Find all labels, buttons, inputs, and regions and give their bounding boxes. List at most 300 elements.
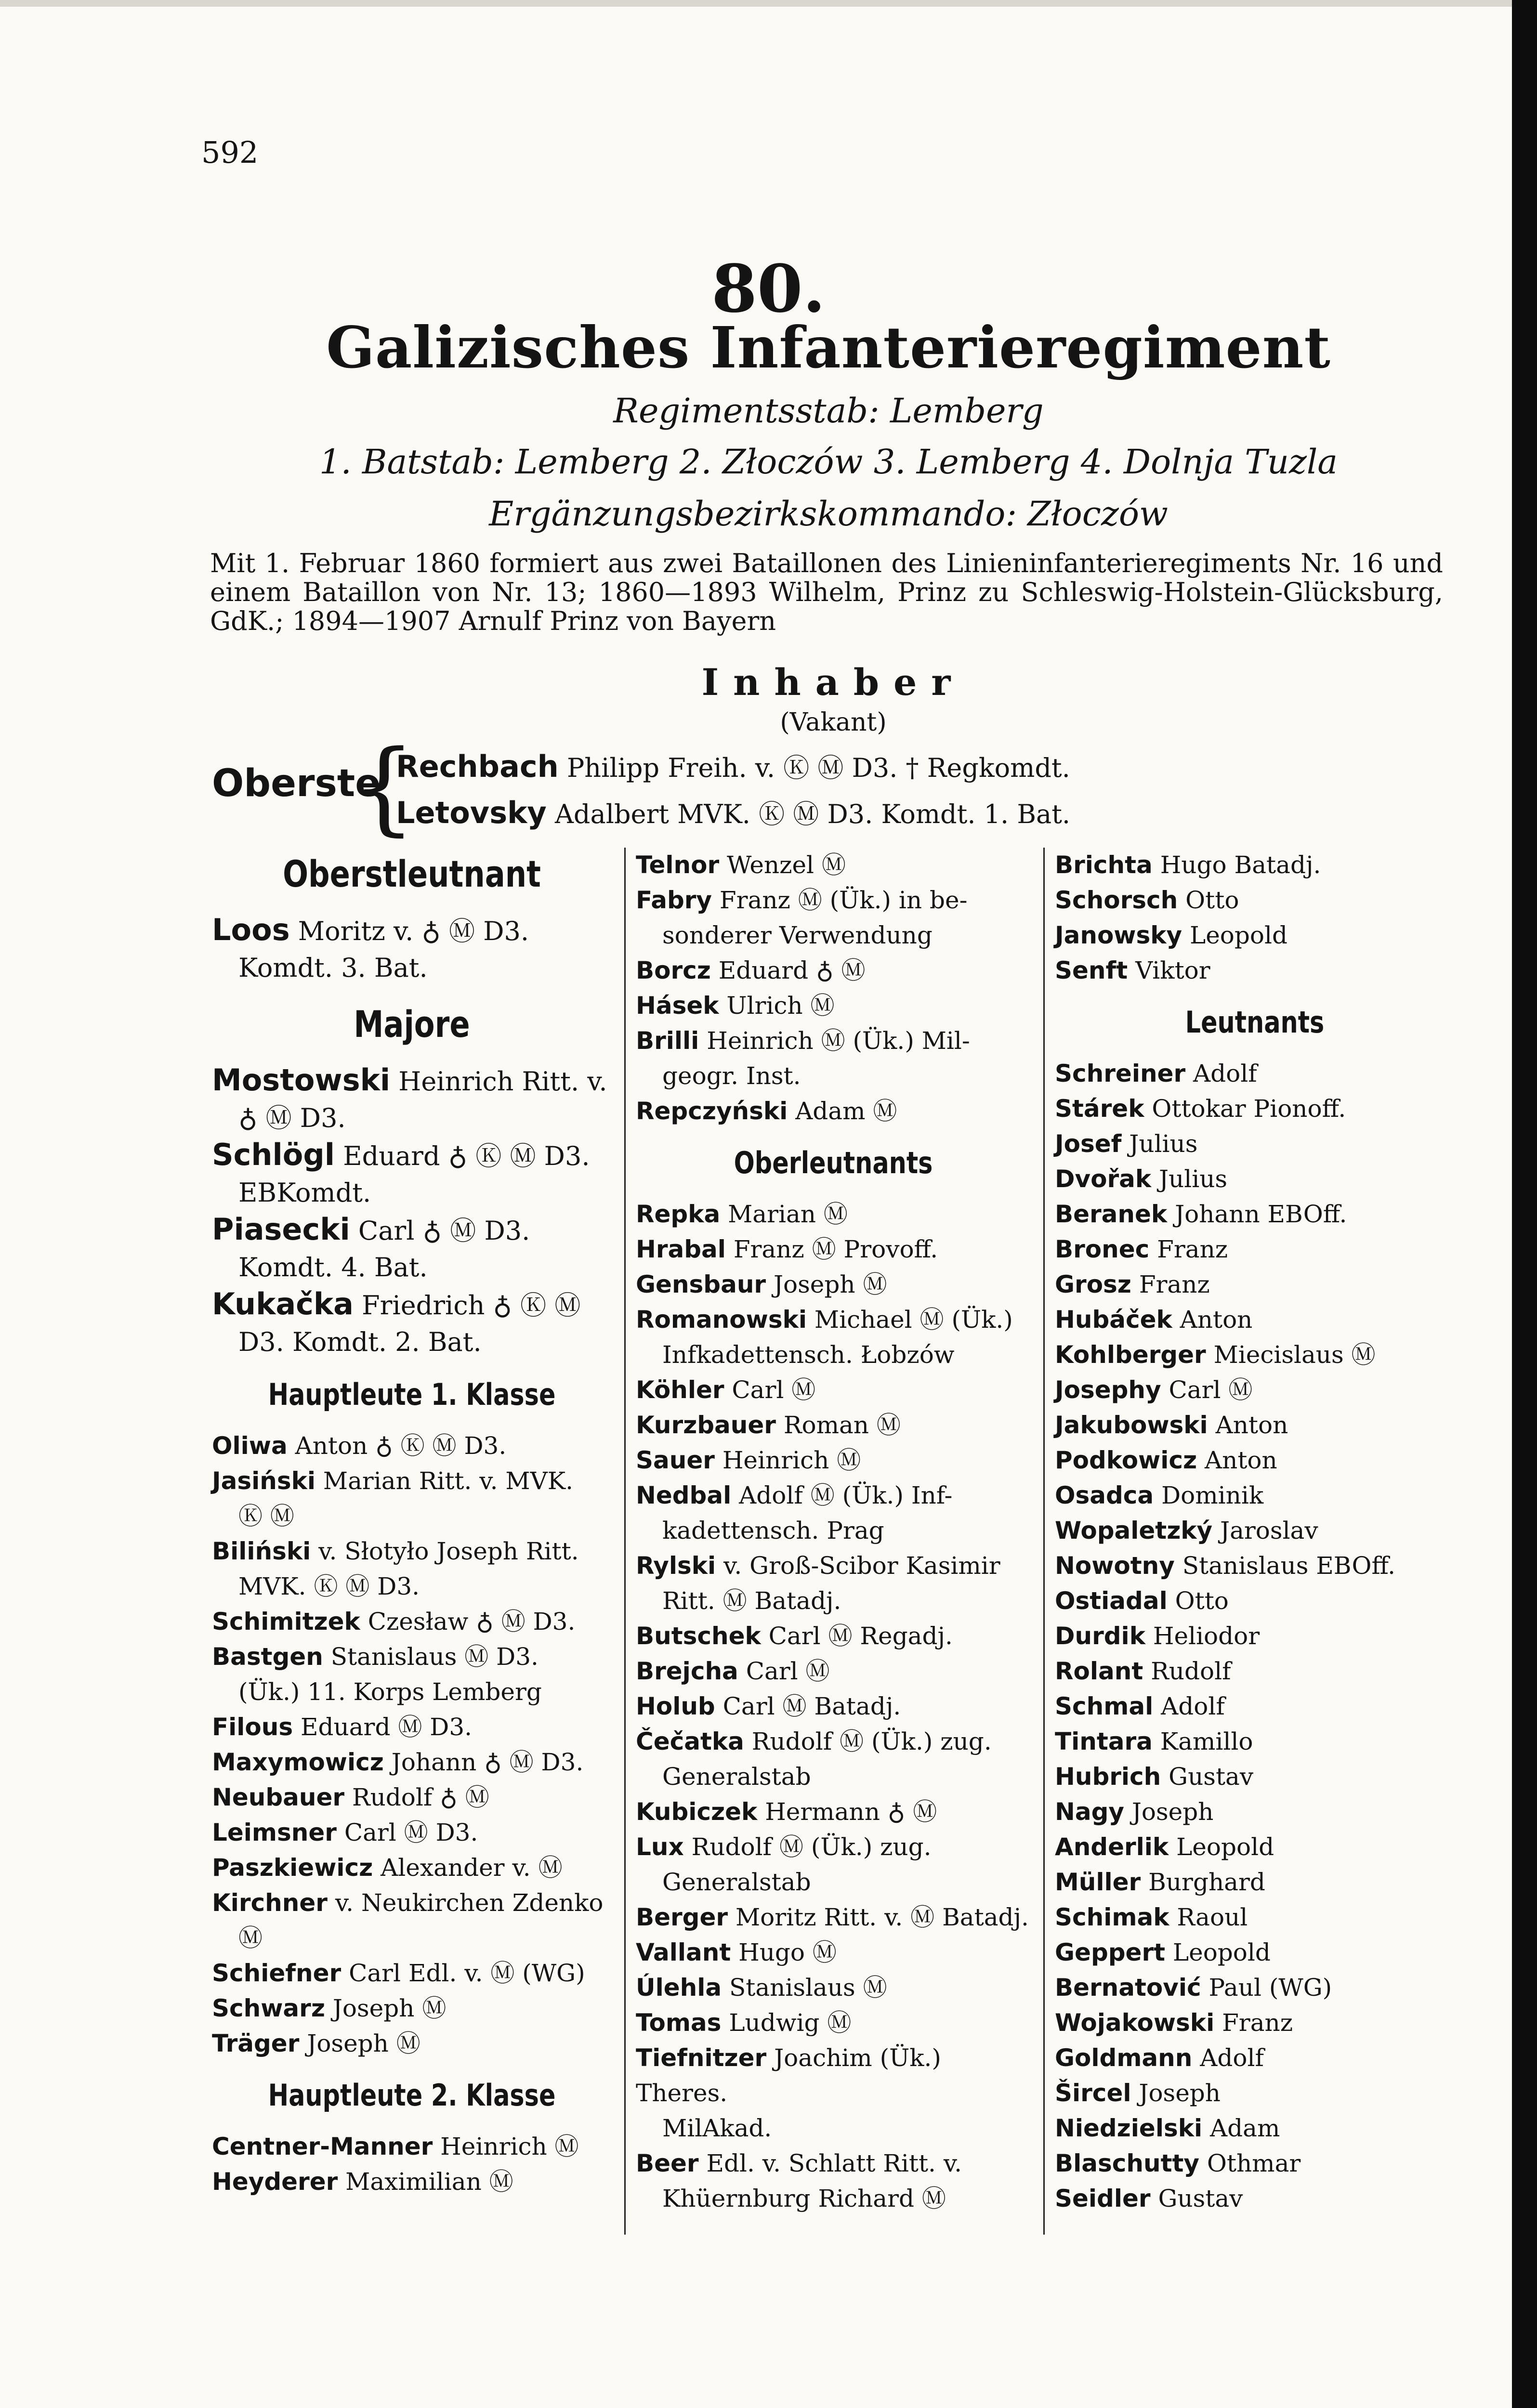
- officer-name: Josephy: [1055, 1376, 1161, 1404]
- officer-details-continued: Ⓜ: [238, 1924, 263, 1952]
- history-paragraph: Mit 1. Februar 1860 formiert aus zwei Bataillonen des Linieninfanterieregiments Nr. 16 und einem Bataillon von Nr. 13; 1860—1893 Wilhelm, Prinz zu Schleswig-Holstein-Glücksburg, GdK.; 1894—1907 Arnulf Prinz von Bayern: [210, 548, 1443, 636]
- officer-entry: [212, 1639, 612, 1710]
- officer-details: Joseph: [1131, 2079, 1221, 2107]
- officer-details: Adam: [1202, 2114, 1280, 2142]
- officer-details: Othmar: [1199, 2149, 1301, 2177]
- officer-entry: [212, 1885, 612, 1956]
- officer-entry: [1055, 1619, 1455, 1654]
- officer-name: Leimsner: [212, 1819, 337, 1846]
- officer-details: Ludwig Ⓜ: [721, 2009, 852, 2037]
- officer-name: Ostiadal: [1055, 1587, 1168, 1615]
- officer-entry: [636, 1724, 1031, 1794]
- officer-details: Julius: [1121, 1130, 1198, 1158]
- officer-entry: [636, 1094, 1031, 1129]
- officer-entry: [1055, 1513, 1455, 1548]
- officer-entry: [636, 1408, 1031, 1443]
- officer-entry: [1055, 953, 1455, 988]
- brace-glyph: {: [352, 728, 416, 846]
- officer-entry: [1055, 2111, 1455, 2146]
- oberst-name: Letovsky: [396, 795, 547, 830]
- officer-name: Dvořak: [1055, 1165, 1152, 1193]
- officer-name: Brilli: [636, 1027, 699, 1055]
- officer-details: Heliodor: [1145, 1622, 1260, 1650]
- officer-details: Heinrich Ⓜ: [714, 1446, 861, 1474]
- officer-details: Marian Ⓜ: [720, 1200, 848, 1228]
- officer-name: Janowsky: [1055, 921, 1182, 949]
- officer-details: Ulrich Ⓜ: [719, 992, 835, 1020]
- officer-name: Hubáček: [1055, 1306, 1172, 1334]
- officer-details: Rudolf Ⓜ (Ük.) zug.: [683, 1833, 932, 1861]
- officer-details: Eduard ♁ Ⓜ: [710, 956, 866, 984]
- officer-details-continued: Ritt. Ⓜ Batadj.: [662, 1587, 841, 1615]
- regiment-number: 80.: [711, 250, 826, 327]
- officer-entry: [1055, 1584, 1455, 1619]
- column-divider: [624, 848, 626, 2235]
- officer-name: Biliński: [212, 1537, 311, 1565]
- officer-entry: [1055, 1197, 1455, 1232]
- officer-entry: [1055, 2146, 1455, 2181]
- officer-details: Hermann ♁ Ⓜ: [757, 1798, 937, 1826]
- officer-name: Rolant: [1055, 1657, 1143, 1685]
- officer-details-continued: Komdt. 3. Bat.: [238, 953, 428, 983]
- officer-entry: [1055, 1724, 1455, 1759]
- officer-entry: [1055, 1126, 1455, 1162]
- officer-details: Eduard Ⓜ D3.: [293, 1713, 473, 1741]
- officer-details: Friedrich ♁ Ⓚ Ⓜ: [354, 1290, 581, 1321]
- officer-details: Eduard ♁ Ⓚ Ⓜ D3.: [335, 1141, 590, 1171]
- officer-entry: [636, 1794, 1031, 1830]
- officer-name: Filous: [212, 1713, 293, 1741]
- officer-name: Nagy: [1055, 1798, 1124, 1826]
- officer-name: Brichta: [1055, 851, 1153, 879]
- officer-entry: [636, 2146, 1031, 2216]
- officer-name: Grosz: [1055, 1270, 1131, 1298]
- officer-entry: [636, 1302, 1031, 1373]
- officer-name: Goldmann: [1055, 2044, 1193, 2072]
- officer-details: Otto: [1167, 1587, 1229, 1615]
- officer-details: Gustav: [1161, 1763, 1254, 1791]
- officer-entry: [212, 1780, 612, 1815]
- officer-name: Schiefner: [212, 1959, 342, 1987]
- officer-details: Alexander v. Ⓜ: [373, 1854, 563, 1882]
- officer-entry: [1055, 1267, 1455, 1302]
- page-number: 592: [201, 135, 259, 170]
- officer-entry: [1055, 2181, 1455, 2216]
- hauptleute2-list: [212, 2129, 612, 2199]
- officer-entry: [636, 1232, 1031, 1267]
- officer-details: Carl Edl. v. Ⓜ (WG): [341, 1959, 585, 1987]
- officer-entry: [1055, 1337, 1455, 1373]
- officer-entry: [1055, 2041, 1455, 2076]
- officer-name: Seidler: [1055, 2185, 1151, 2212]
- officer-details: v. Neukirchen Zdenko: [327, 1889, 604, 1917]
- officer-details: Stanislaus Ⓜ D3.: [323, 1643, 539, 1671]
- column-divider: [1043, 848, 1045, 2235]
- officer-entry: [212, 2129, 612, 2164]
- officer-name: Vallant: [636, 1938, 731, 1966]
- column-3: [1055, 848, 1455, 2216]
- officer-entry: [636, 2005, 1031, 2041]
- officer-name: Bernatović: [1055, 1974, 1201, 2002]
- officer-details: Viktor: [1128, 956, 1210, 984]
- officer-entry: [636, 988, 1031, 1023]
- majore-list: [212, 1062, 612, 1361]
- officer-details-continued: kadettensch. Prag: [662, 1517, 884, 1544]
- officer-name: Schmal: [1055, 1692, 1154, 1720]
- officer-name: Anderlik: [1055, 1833, 1169, 1861]
- column-2: [636, 848, 1031, 2216]
- officer-entry: [212, 1850, 612, 1885]
- officer-details-continued: (Ük.) 11. Korps Lemberg: [238, 1678, 542, 1706]
- officer-details: Franz: [1149, 1235, 1228, 1263]
- officer-entry: [212, 2164, 612, 2199]
- officer-details: Joseph Ⓜ: [766, 1270, 887, 1298]
- officer-details: Franz: [1131, 1270, 1210, 1298]
- officer-details: Moritz Ritt. v. Ⓜ Batadj.: [728, 1903, 1029, 1931]
- officer-entry: [212, 1991, 612, 2026]
- officer-entry: [1055, 1302, 1455, 1337]
- officer-name: Niedzielski: [1055, 2114, 1203, 2142]
- regimentsstab-line: Regimentsstab: Lemberg: [613, 391, 1044, 431]
- officer-details: Carl Ⓜ Regadj.: [761, 1622, 953, 1650]
- ergaenzung-line: Ergänzungsbezirkskommando: Złoczów: [489, 494, 1168, 534]
- officer-details: Jaroslav: [1212, 1517, 1318, 1544]
- officer-name: Beranek: [1055, 1200, 1168, 1228]
- officer-entry: [212, 1137, 612, 1211]
- officer-details: Carl Ⓜ: [1161, 1376, 1253, 1404]
- officer-name: Mostowski: [212, 1062, 391, 1098]
- officer-details: Franz: [1214, 2009, 1293, 2037]
- officer-details: Michael Ⓜ (Ük.): [806, 1306, 1013, 1334]
- officer-entry: [636, 953, 1031, 988]
- officer-name: Stárek: [1055, 1095, 1144, 1123]
- officer-entry: [1055, 1162, 1455, 1197]
- officer-name: Osadca: [1055, 1481, 1154, 1509]
- officer-name: Repka: [636, 1200, 721, 1228]
- officer-entry: [1055, 1865, 1455, 1900]
- officer-name: Hubrich: [1055, 1763, 1161, 1791]
- officer-name: Holub: [636, 1692, 715, 1720]
- officer-entry: [1055, 1689, 1455, 1724]
- officer-entry: [1055, 1900, 1455, 1935]
- officer-details-continued: Komdt. 4. Bat.: [238, 1252, 428, 1283]
- oberst-entry: [396, 747, 1070, 785]
- officer-name: Piasecki: [212, 1212, 350, 1247]
- officer-entry: [212, 1815, 612, 1850]
- officer-entry: [636, 1443, 1031, 1478]
- officer-entry: [212, 1745, 612, 1780]
- officer-details-continued: Generalstab: [662, 1763, 811, 1791]
- officer-entry: [212, 1428, 612, 1464]
- officer-name: Oliwa: [212, 1432, 288, 1460]
- officer-details: Anton: [1208, 1411, 1288, 1439]
- officer-name: Kukačka: [212, 1286, 354, 1322]
- officer-entry: [212, 1211, 612, 1286]
- officer-entry: [212, 912, 612, 986]
- officer-name: Bronec: [1055, 1235, 1150, 1263]
- leutnants-heading: Leutnants: [1185, 1005, 1325, 1040]
- officer-name: Centner-Manner: [212, 2133, 433, 2160]
- officer-entry: [636, 1197, 1031, 1232]
- officer-entry: [636, 1619, 1031, 1654]
- officer-name: Wopaletzký: [1055, 1517, 1213, 1544]
- officer-entry: [212, 1464, 612, 1534]
- officer-name: Beer: [636, 2149, 699, 2177]
- officer-details: Roman Ⓜ: [775, 1411, 901, 1439]
- officer-entry: [1055, 1056, 1455, 1091]
- officer-entry: [1055, 2076, 1455, 2111]
- officer-details: Otto: [1178, 886, 1239, 914]
- officer-details: Hugo Batadj.: [1152, 851, 1321, 879]
- oberst-details: Philipp Freih. v. Ⓚ Ⓜ D3. † Regkomdt.: [566, 753, 1070, 783]
- officer-name: Schwarz: [212, 1994, 325, 2022]
- batstab-line: 1. Batstab: Lemberg 2. Złoczów 3. Lemberg 4. Dolnja Tuzla: [319, 442, 1338, 482]
- officer-entry: [636, 1654, 1031, 1689]
- officer-entry: [212, 2026, 612, 2061]
- officer-name: Kohlberger: [1055, 1341, 1206, 1369]
- officer-name: Schimak: [1055, 1903, 1169, 1931]
- officer-name: Podkowicz: [1055, 1446, 1197, 1474]
- officer-details: Adolf: [1192, 2044, 1264, 2072]
- officer-details: Miecislaus Ⓜ: [1206, 1341, 1376, 1369]
- officer-entry: [636, 1548, 1031, 1619]
- officer-details-continued: Ⓚ Ⓜ: [238, 1502, 294, 1530]
- oberstleutnant-list: [212, 912, 612, 986]
- officer-details-continued: D3. Komdt. 2. Bat.: [238, 1327, 482, 1357]
- officer-name: Úlehla: [636, 1974, 722, 2002]
- officer-details: Leopold: [1182, 921, 1287, 949]
- officer-entry: [1055, 1935, 1455, 1970]
- oberst-entry: [396, 794, 1070, 831]
- officer-details-continued: Infkadettensch. Łobzów: [662, 1341, 955, 1369]
- officer-entry: [212, 1604, 612, 1639]
- officer-name: Nowotny: [1055, 1552, 1175, 1580]
- officer-details: Stanislaus EBOff.: [1174, 1552, 1396, 1580]
- oberleutnants-continued-list: [1055, 848, 1455, 988]
- officer-name: Butschek: [636, 1622, 761, 1650]
- officer-details: Carl Ⓜ Batadj.: [715, 1692, 901, 1720]
- officer-name: Repczyński: [636, 1097, 788, 1125]
- officer-name: Nedbal: [636, 1481, 732, 1509]
- officer-name: Romanowski: [636, 1306, 807, 1334]
- officer-name: Borcz: [636, 956, 711, 984]
- officer-details: Rudolf ♁ Ⓜ: [344, 1783, 489, 1811]
- officer-details: Rudolf: [1143, 1657, 1231, 1685]
- officer-details: Anton: [1197, 1446, 1277, 1474]
- officer-name: Durdik: [1055, 1622, 1145, 1650]
- officer-name: Schlögl: [212, 1137, 335, 1172]
- officer-entry: [636, 848, 1031, 883]
- officer-name: Paszkiewicz: [212, 1854, 373, 1882]
- officer-details: Gustav: [1150, 2185, 1243, 2212]
- officer-name: Josef: [1055, 1130, 1122, 1158]
- inhaber-value: (Vakant): [780, 708, 887, 737]
- officer-details: Maximilian Ⓜ: [338, 2168, 513, 2196]
- officer-details: Leopold: [1169, 1833, 1274, 1861]
- officer-entry: [1055, 918, 1455, 953]
- officer-name: Träger: [212, 2029, 300, 2057]
- officer-name: Wojakowski: [1055, 2009, 1215, 2037]
- officer-name: Jasiński: [212, 1467, 315, 1495]
- officer-details: Hugo Ⓜ: [731, 1938, 837, 1966]
- leutnants-list: [1055, 1056, 1455, 2216]
- officer-name: Gensbaur: [636, 1270, 766, 1298]
- officer-details: Joachim (Ük.) Theres.: [636, 2044, 941, 2107]
- officer-entry: [1055, 1548, 1455, 1584]
- officer-details: Adolf: [1153, 1692, 1225, 1720]
- officer-details: Joseph: [1124, 1798, 1214, 1826]
- officer-details: Julius: [1151, 1165, 1228, 1193]
- scan-top-edge: [0, 0, 1512, 7]
- officer-name: Kubiczek: [636, 1798, 758, 1826]
- officer-details-continued: MVK. Ⓚ Ⓜ D3.: [238, 1572, 420, 1600]
- officer-details: Wenzel Ⓜ: [719, 851, 846, 879]
- officer-details: Adolf: [1185, 1060, 1257, 1087]
- officer-details: Carl Ⓜ: [738, 1657, 830, 1685]
- officer-entry: [212, 1062, 612, 1137]
- officer-name: Köhler: [636, 1376, 724, 1404]
- officer-details: Anton: [1172, 1306, 1253, 1334]
- officer-entry: [636, 1689, 1031, 1724]
- officer-details-continued: EBKomdt.: [238, 1178, 371, 1208]
- officer-details: Anton ♁ Ⓚ Ⓜ D3.: [287, 1432, 507, 1460]
- officer-details: Raoul: [1169, 1903, 1248, 1931]
- officer-entry: [636, 883, 1031, 953]
- officer-name: Telnor: [636, 851, 720, 879]
- officer-details-continued: MilAkad.: [662, 2114, 772, 2142]
- inhaber-heading: Inhaber: [701, 661, 965, 704]
- oberleutnants-list: [636, 1197, 1031, 2216]
- officer-name: Tintara: [1055, 1727, 1153, 1755]
- officer-details: Franz Ⓜ (Ük.) in be-: [712, 886, 968, 914]
- officer-details: Rudolf Ⓜ (Ük.) zug.: [744, 1727, 992, 1755]
- officer-entry: [636, 1935, 1031, 1970]
- officer-name: Schorsch: [1055, 886, 1178, 914]
- officer-name: Hrabal: [636, 1235, 726, 1263]
- hauptleute2-heading: Hauptleute 2. Klasse: [268, 2078, 556, 2113]
- officer-name: Fabry: [636, 886, 712, 914]
- officer-details: Ottokar Pionoff.: [1144, 1095, 1346, 1123]
- officer-entry: [636, 1970, 1031, 2005]
- officer-name: Geppert: [1055, 1938, 1166, 1966]
- oberste-label: Oberste: [212, 762, 381, 805]
- officer-name: Sauer: [636, 1446, 715, 1474]
- officer-details: v. Słotyło Joseph Ritt.: [311, 1537, 579, 1565]
- officer-name: Čečatka: [636, 1727, 744, 1755]
- oberstleutnant-heading: Oberstleutnant: [283, 852, 541, 895]
- officer-name: Kirchner: [212, 1889, 328, 1917]
- officer-name: Loos: [212, 912, 290, 947]
- officer-entry: [636, 1900, 1031, 1935]
- officer-details: Johann EBOff.: [1167, 1200, 1347, 1228]
- officer-entry: [1055, 1759, 1455, 1794]
- officer-name: Lux: [636, 1833, 684, 1861]
- officer-entry: [1055, 1091, 1455, 1126]
- officer-details: Joseph Ⓜ: [325, 1994, 447, 2022]
- officer-name: Blaschutty: [1055, 2149, 1199, 2177]
- officer-details: Johann ♁ Ⓜ D3.: [383, 1748, 584, 1776]
- officer-name: Tomas: [636, 2009, 722, 2037]
- officer-details: Stanislaus Ⓜ: [722, 1974, 887, 2002]
- officer-entry: [1055, 1373, 1455, 1408]
- officer-entry: [1055, 848, 1455, 883]
- officer-details: Heinrich Ritt. v.: [390, 1066, 607, 1097]
- officer-entry: [636, 1023, 1031, 1094]
- officer-entry: [1055, 1970, 1455, 2005]
- officer-details: Adolf Ⓜ (Ük.) Inf-: [731, 1481, 953, 1509]
- officer-name: Tiefnitzer: [636, 2044, 767, 2072]
- officer-name: Hásek: [636, 992, 719, 1020]
- column-1: [212, 848, 612, 2199]
- officer-name: Brejcha: [636, 1657, 738, 1685]
- officer-name: Neubauer: [212, 1783, 345, 1811]
- officer-details: Heinrich Ⓜ (Ük.) Mil-: [699, 1027, 970, 1055]
- regiment-title: Galizisches Infanterieregiment: [326, 314, 1331, 381]
- officer-entry: [636, 1373, 1031, 1408]
- officer-name: Rylski: [636, 1552, 716, 1580]
- officer-entry: [212, 1710, 612, 1745]
- officer-details: Heinrich Ⓜ: [433, 2133, 579, 2160]
- oberleutnants-heading: Oberleutnants: [734, 1145, 933, 1180]
- officer-name: Heyderer: [212, 2168, 338, 2196]
- officer-details: Kamillo: [1152, 1727, 1253, 1755]
- officer-entry: [1055, 1232, 1455, 1267]
- officer-details: Czesław ♁ Ⓜ D3.: [360, 1608, 576, 1636]
- officer-details-continued: Generalstab: [662, 1868, 811, 1896]
- officer-entry: [1055, 1794, 1455, 1830]
- hauptleute1-heading: Hauptleute 1. Klasse: [268, 1377, 556, 1412]
- oberst-details: Adalbert MVK. Ⓚ Ⓜ D3. Komdt. 1. Bat.: [554, 799, 1071, 829]
- officer-details: Carl Ⓜ D3.: [336, 1819, 478, 1846]
- officer-name: Kurzbauer: [636, 1411, 776, 1439]
- officer-name: Maxymowicz: [212, 1748, 384, 1776]
- officer-details: Joseph Ⓜ: [299, 2029, 420, 2057]
- officer-details: Moritz v. ♁ Ⓜ D3.: [289, 916, 529, 946]
- officer-entry: [636, 1267, 1031, 1302]
- officer-details-continued: geogr. Inst.: [662, 1062, 801, 1090]
- officer-details: Adam Ⓜ: [788, 1097, 897, 1125]
- officer-entry: [212, 1286, 612, 1361]
- officer-details: Edl. v. Schlatt Ritt. v.: [698, 2149, 962, 2177]
- officer-entry: [1055, 1830, 1455, 1865]
- officer-details-continued: ♁ Ⓜ D3.: [238, 1103, 346, 1133]
- officer-name: Schimitzek: [212, 1608, 360, 1636]
- officer-details: Marian Ritt. v. MVK.: [315, 1467, 573, 1495]
- officer-details: v. Groß-Scibor Kasimir: [716, 1552, 1000, 1580]
- officer-entry: [636, 2041, 1031, 2146]
- officer-name: Müller: [1055, 1868, 1141, 1896]
- officer-details: Burghard: [1141, 1868, 1265, 1896]
- officer-details: Dominik: [1154, 1481, 1264, 1509]
- officer-entry: [212, 1956, 612, 1991]
- officer-entry: [1055, 1408, 1455, 1443]
- officer-name: Senft: [1055, 956, 1128, 984]
- officer-details: Leopold: [1165, 1938, 1271, 1966]
- officer-entry: [636, 1830, 1031, 1900]
- officer-details: Franz Ⓜ Provoff.: [725, 1235, 938, 1263]
- oberst-name: Rechbach: [396, 749, 559, 784]
- officer-name: Berger: [636, 1903, 728, 1931]
- officer-details: Paul (WG): [1201, 1974, 1332, 2002]
- officer-entry: [1055, 1478, 1455, 1513]
- officer-name: Šircel: [1055, 2079, 1131, 2107]
- officer-entry: [212, 1534, 612, 1604]
- hauptleute1-list: [212, 1428, 612, 2061]
- officer-entry: [1055, 1443, 1455, 1478]
- officer-name: Jakubowski: [1055, 1411, 1208, 1439]
- officer-name: Bastgen: [212, 1643, 323, 1671]
- officer-entry: [1055, 883, 1455, 918]
